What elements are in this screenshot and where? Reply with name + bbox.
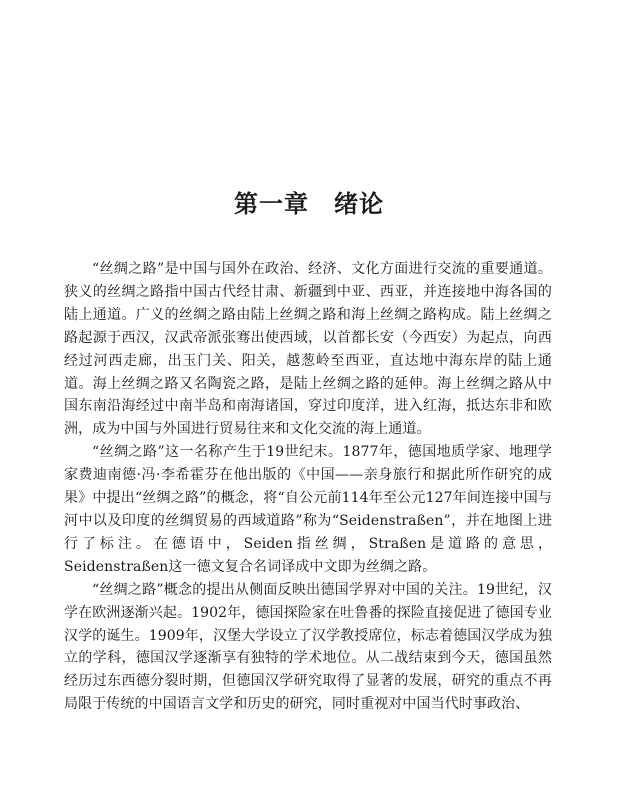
chapter-title: 第一章 绪论: [234, 189, 384, 218]
paragraph-1: “丝绸之路”是中国与国外在政治、经济、文化方面进行交流的重要通道。狭义的丝绸之路指中国古代经甘肃、新疆到中亚、西亚，并连接地中海各国的陆上通道。广义的丝绸之路由陆上丝绸之路和海上丝绸之路构成。陆上丝绸之路起源于西汉，汉武帝派张骞出使西域，以首都长安（今西安）为起点，向西经过河西走廊，出玉门关、阳关，越葱岭至西亚，直达地中海东岸的陆上通道。海上丝绸之路又名陶瓷之路，是陆上丝绸之路的延伸。海上丝绸之路从中国东南沿海经过中南半岛和南海诸国，穿过印度洋，进入红海，抵达东非和欧洲，成为中国与外国进行贸易往来和文化交流的海上通道。: [64, 261, 552, 438]
paragraph-2: “丝绸之路”这一名称产生于19世纪末。1877年，德国地质学家、地理学家费迪南德·冯·李希霍芬在他出版的《中国——亲身旅行和据此所作研究的成果》中提出“丝绸之路”的概念，将“自公元前114年至公元127年间连接中国与河中以及印度的丝绸贸易的西域道路”称为“Seidenstraßen”，并在地图上进行了标注。在德语中，Seiden指丝绸，Straßen是道路的意思，Seidenstraßen这一德文复合名词译成中文即为丝绸之路。: [64, 444, 552, 575]
paragraph-3: “丝绸之路”概念的提出从侧面反映出德国学界对中国的关注。19世纪，汉学在欧洲逐渐兴起。1902年，德国探险家在吐鲁番的探险直接促进了德国专业汉学的诞生。1909年，汉堡大学设立了汉学教授席位，标志着德国汉学成为独立的学科，德国汉学逐渐享有独特的学术地位。从二战结束到今天，德国虽然经历过东西德分裂时期，但德国汉学研究取得了显著的发展，研究的重点不再局限于传统的中国语言文学和历史的研究，同时重视对中国当代时事政治、: [64, 581, 552, 713]
body-text: [64, 258, 552, 716]
